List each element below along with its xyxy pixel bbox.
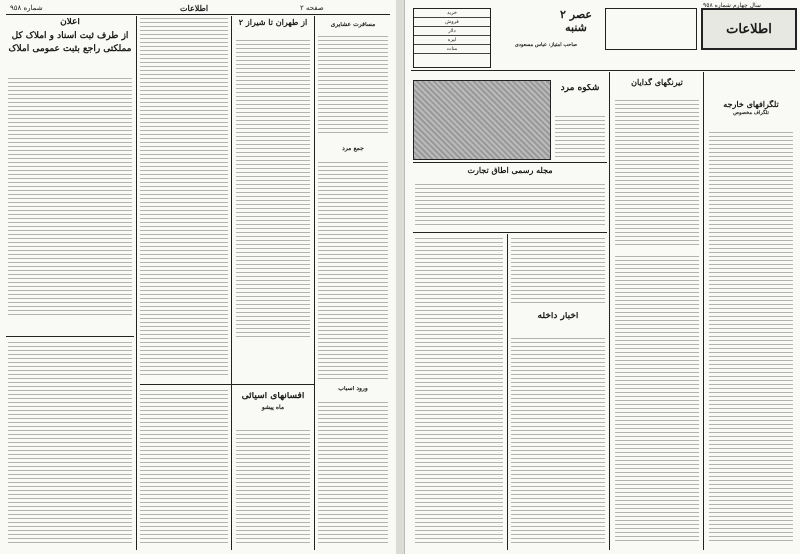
- newspaper-logo: اطلاعات: [701, 8, 797, 50]
- chamber-title: مجله رسمی اطاق تجارت: [467, 166, 553, 175]
- notice-line-2: مملکتی راجع بثبت عمومی املاک: [8, 43, 132, 54]
- sum-heading: [317, 146, 389, 160]
- photo-caption: شکوه مرد: [560, 84, 600, 93]
- series-body-text: [236, 40, 310, 340]
- column-rule: [507, 234, 508, 550]
- column-rule: [609, 72, 610, 550]
- table-row: فروش: [414, 18, 490, 27]
- beggars-title: تیرنگهای گدایان: [631, 78, 683, 87]
- notice-title: اعلان: [60, 18, 80, 27]
- foreign-news-sub: تلگراف مخصوص: [733, 109, 769, 116]
- page-gutter: [396, 0, 404, 554]
- lower-col-a-text: [415, 238, 503, 546]
- table-row: دلار: [414, 27, 490, 36]
- chamber-text: [415, 184, 605, 228]
- lower-col-b-text: [511, 238, 605, 308]
- foreign-news-header: [707, 100, 795, 130]
- right-page: [404, 0, 800, 554]
- lower-right-text: [318, 402, 388, 548]
- notice-body-text: [8, 78, 132, 318]
- series-number: ٢: [238, 18, 244, 27]
- notice-line-1: از طرف ثبت اسناد و املاک کل: [11, 30, 129, 41]
- right-column-text-2: [318, 162, 388, 382]
- masthead-subtitle: صاحب امتیاز: عباس مسعودی: [514, 42, 578, 48]
- beggars-header: [613, 78, 701, 98]
- year-badge: سال چهارم شماره ٩٥٨: [703, 2, 761, 9]
- foreign-news-title: تلگرافهای خارجه: [723, 100, 779, 109]
- photo-side-text: [555, 116, 605, 160]
- domestic-news-title: اخبار داخله: [537, 312, 579, 321]
- beggars-text: [615, 100, 699, 250]
- left-header-page: صفحه ٢: [300, 4, 324, 12]
- lower-col-c-text: [615, 256, 699, 546]
- stories-title: افسانهای آسیائی: [241, 392, 305, 401]
- table-row: منات: [414, 45, 490, 54]
- section-rule: [140, 384, 314, 385]
- lower-left-text: [8, 342, 132, 547]
- photo-caption-block: [553, 84, 607, 114]
- travel-heading: [317, 22, 389, 36]
- travel-heading-text: مسافرت عشایری: [330, 22, 376, 28]
- table-row: لیره: [414, 36, 490, 45]
- foreign-news-text: [709, 132, 793, 546]
- sum-heading-text: جمع مرد: [342, 146, 364, 152]
- section-rule: [413, 162, 607, 163]
- chamber-header: [413, 166, 607, 180]
- stories-subtitle: ماه پیشو: [261, 403, 285, 411]
- arrival-heading-text: ورود اسباب: [338, 386, 368, 392]
- series-title: از طهران تا شیراز: [245, 18, 308, 27]
- stories-body-text: [236, 430, 310, 548]
- exchange-rate-table: [413, 8, 491, 68]
- left-header-issue: شماره ٩٥٨: [10, 4, 43, 12]
- lower-middle-text: [140, 390, 228, 548]
- arrival-heading: [317, 386, 389, 400]
- right-column-text: [318, 36, 388, 136]
- masthead-rule: [411, 70, 795, 71]
- domestic-news-header: [511, 312, 605, 336]
- section-rule: [413, 232, 607, 233]
- left-header-title: اطلاعات: [180, 3, 209, 13]
- header-rule: [6, 14, 390, 15]
- column-rule: [231, 16, 232, 550]
- masthead-title: عصر ۲ شنبه: [560, 8, 592, 34]
- section-rule: [6, 336, 134, 337]
- column-rule: [314, 16, 315, 550]
- stories-header: [234, 392, 312, 432]
- left-page: [0, 0, 397, 554]
- building-photo: [413, 80, 551, 160]
- column-rule: [136, 16, 137, 550]
- column-rule: [703, 72, 704, 550]
- masthead-info-box: [605, 8, 697, 50]
- domestic-news-text: [511, 338, 605, 546]
- table-row: خرید: [414, 9, 490, 18]
- middle-column-text: [140, 18, 228, 378]
